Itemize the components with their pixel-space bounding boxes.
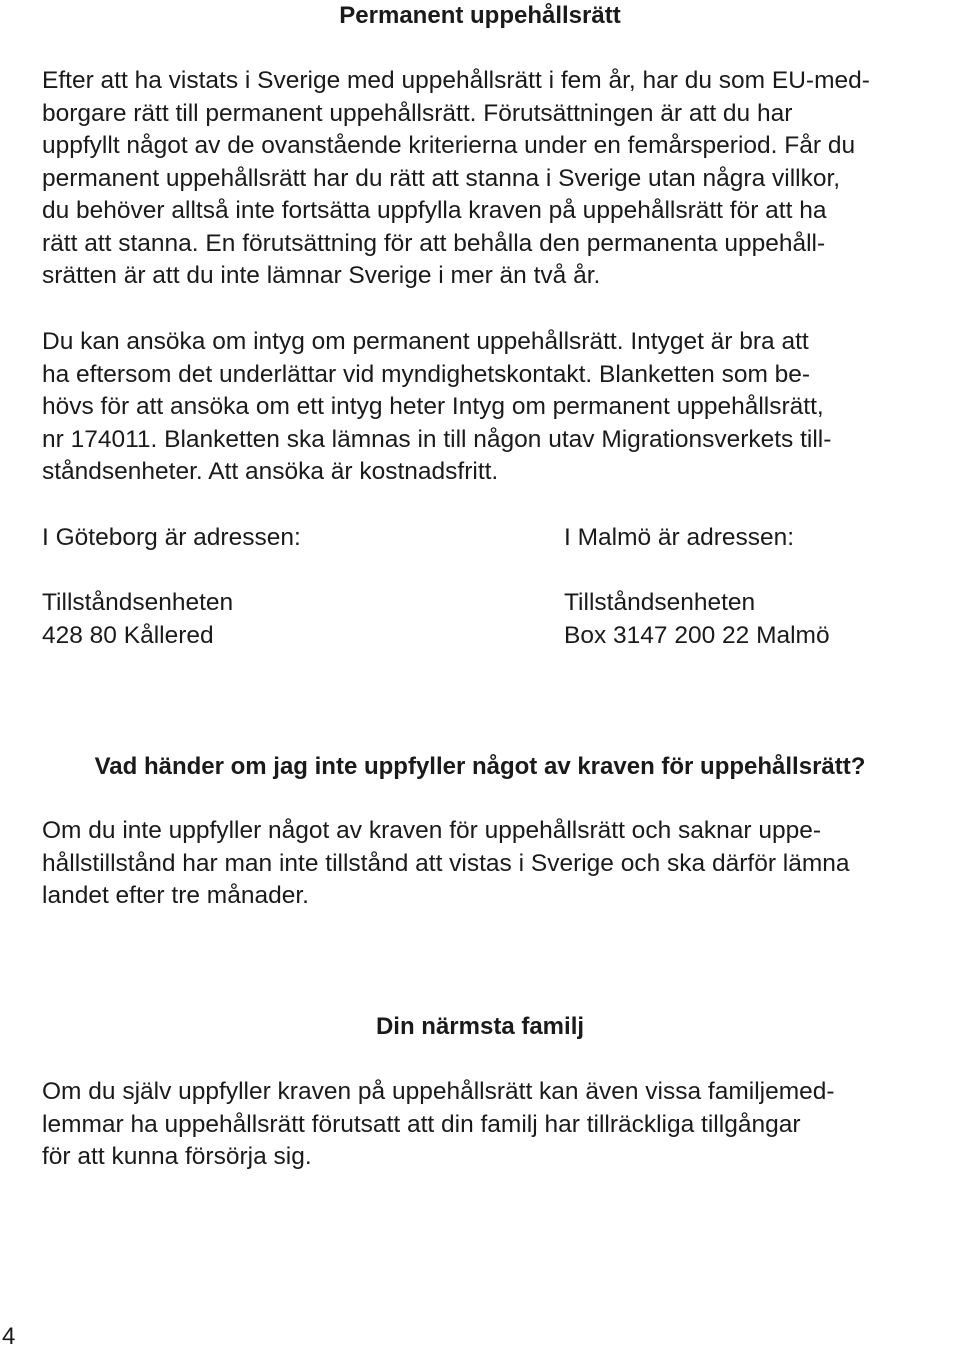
- page-number: 4: [2, 1323, 16, 1350]
- paragraph-certificate-application: Du kan ansöka om intyg om permanent uppehållsrätt. Intyget är bra att ha eftersom det underlättar vid myndighetskontakt. Blanketten som be- hövs för att ansöka om ett intyg heter Intyg om permanent uppehållsrätt, nr 174011. Blanketten ska lämnas in till någon utav Migrationsverkets till- ståndsenheter. Att ansöka är kostnadsfritt.: [42, 328, 832, 485]
- paragraph-permanent-right-intro: Efter att ha vistats i Sverige med uppehållsrätt i fem år, har du som EU-med- borgare rätt till permanent uppehållsrätt. Förutsättningen är att du har uppfyllt något av de ovanstående kriterierna under en femårsperiod. Får du permanent uppehållsrätt har du rätt att stanna i Sverige utan några villkor, du behöver alltså inte fortsätta uppfylla kraven på uppehållsrätt för att ha rätt att stanna. En förutsättning för att behålla den permanenta uppehåll- srätten är att du inte lämnar Sverige i mer än två år.: [42, 67, 870, 289]
- address-block-goteborg: Tillståndsenheten 428 80 Kållered: [42, 589, 234, 649]
- paragraph-requirements-not-met: Om du inte uppfyller något av kraven för uppehållsrätt och saknar uppe- hållstillstånd har man inte tillstånd att vistas i Sverige och ska därför lämna landet efter tre månader.: [42, 817, 850, 909]
- section-heading-requirements-not-met: Vad händer om jag inte uppfyller något av kraven för uppehållsrätt?: [94, 753, 866, 780]
- address-intro-goteborg: I Göteborg är adressen:: [42, 524, 301, 551]
- address-intro-malmo: I Malmö är adressen:: [564, 524, 795, 551]
- address-block-malmo: Tillståndsenheten Box 3147 200 22 Malmö: [564, 589, 830, 649]
- section-heading-closest-family: Din närmsta familj: [375, 1013, 585, 1040]
- section-heading-permanent-uppehallsratt: Permanent uppehållsrätt: [339, 2, 621, 29]
- paragraph-closest-family: Om du själv uppfyller kraven på uppehållsrätt kan även vissa familjemed- lemmar ha uppehållsrätt förutsatt att din familj har tillräckliga tillgångar för att kunna försörja sig.: [42, 1078, 835, 1170]
